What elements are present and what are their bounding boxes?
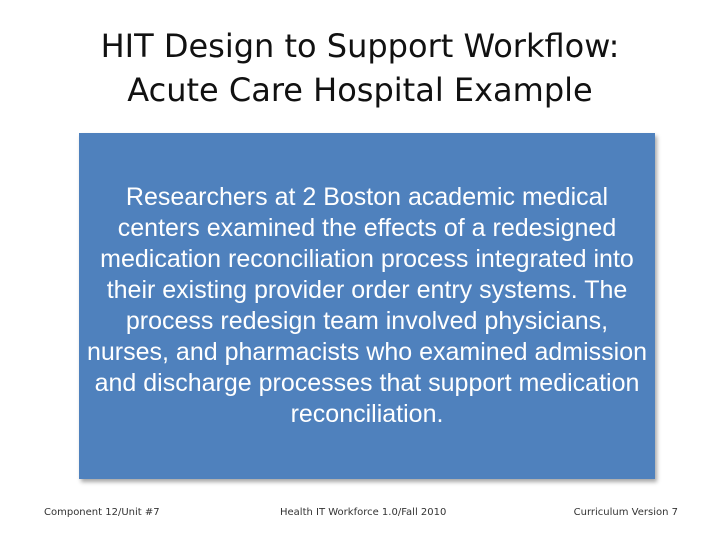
slide-title	[0, 24, 720, 112]
content-text: Researchers at 2 Boston academic medical centers examined the effects of a redesigned medication reconciliation process integrated into their existing provider order entry systems. The process redesign team involved physicians, nurses, and pharmacists who examined admission and discharge processes that support medication reconciliation.	[87, 183, 647, 428]
slide-title-line-1: HIT Design to Support Workflow:	[100, 27, 620, 65]
content-box	[79, 133, 655, 479]
footer-component: Component 12/Unit #7	[44, 507, 160, 518]
footer-workforce: Health IT Workforce 1.0/Fall 2010	[280, 507, 447, 518]
footer-version: Curriculum Version 7	[573, 507, 678, 518]
slide-title-line-2: Acute Care Hospital Example	[127, 71, 593, 109]
